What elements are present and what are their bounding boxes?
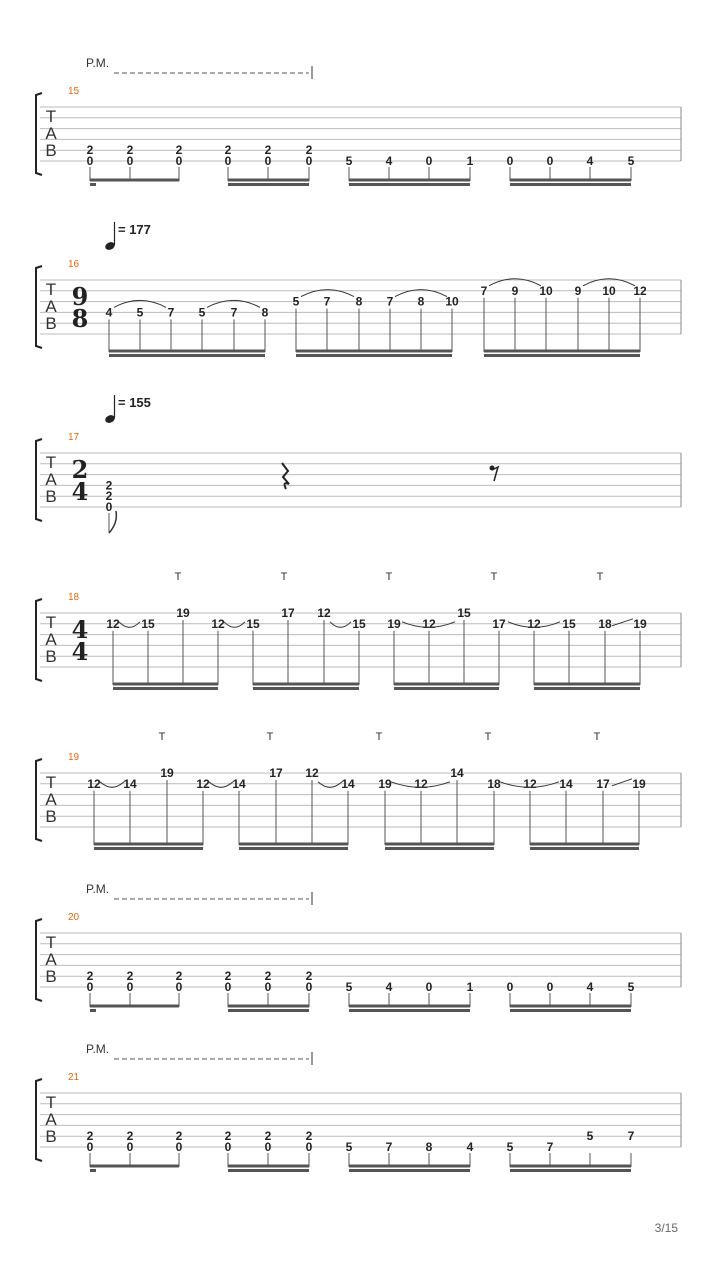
fret-number: 0 [224,154,232,168]
fret-number: 8 [261,305,269,320]
staff-system-measure-16 [36,222,681,356]
fret-number: 2 [305,1129,313,1144]
fret-number: 12 [523,776,537,791]
fret-number: 19 [378,776,392,791]
page-number: 3/15 [654,1221,678,1235]
fret-number: 14 [450,766,464,780]
fret-number: 12 [106,616,120,631]
fret-number: 12 [633,283,647,298]
fret-number: 0 [305,154,313,168]
fret-number: 4 [466,1140,474,1154]
fret-number: 10 [602,283,616,298]
system-bracket [36,599,42,681]
fret-number: 4 [586,980,594,994]
fret-number: 12 [305,766,319,780]
fret-number: 0 [224,980,232,994]
tab-clef-letter: B [45,314,57,333]
tab-clef-letter: A [45,470,57,489]
tab-clef-letter: A [45,630,57,649]
fret-number: 4 [385,980,393,994]
fret-number: 10 [445,294,459,309]
fret-number: 7 [480,283,488,298]
tab-clef-letter: B [45,141,57,160]
staff-system-measure-18 [36,571,681,689]
fret-number: 2 [86,1129,94,1144]
time-signature-denominator: 4 [71,637,89,666]
fret-number: 2 [126,1129,134,1144]
fret-number: 0 [86,980,94,994]
fret-number: 19 [633,616,647,631]
fret-number: 2 [175,1129,183,1144]
fret-number: 0 [175,154,183,168]
fret-number: 7 [627,1129,635,1144]
time-signature-numerator: 4 [71,615,89,644]
measure-number: 21 [68,1072,80,1083]
fret-number: 15 [562,616,576,631]
fret-number: 0 [546,980,554,994]
fret-number: 8 [355,294,363,309]
fret-number: 12 [211,616,225,631]
fret-number: 12 [196,776,210,791]
tap-marker: T [174,571,182,583]
time-signature-numerator: 9 [71,282,89,311]
fret-number: 0 [175,1140,183,1154]
fret-number: 2 [224,1129,232,1144]
hammer-on-arc [330,622,351,628]
fret-number: 19 [387,616,401,631]
tap-marker: T [484,731,492,743]
eighth-flag [109,511,116,533]
fret-number: 2 [264,1129,272,1144]
fret-number: 5 [345,154,353,168]
tab-clef-letter: B [45,647,57,666]
staff-system-measure-19 [36,731,681,849]
tab-clef-letter: B [45,807,57,826]
fret-number: 12 [422,616,436,631]
fret-number: 5 [292,294,300,309]
fret-number: 18 [487,776,501,791]
staff-system-measure-17 [36,395,681,533]
tab-clef-letter: B [45,967,57,986]
fret-number: 14 [559,776,573,791]
fret-number: 0 [506,980,514,994]
system-bracket [36,759,42,841]
tab-clef-letter: B [45,1127,57,1146]
staff-system-measure-21 [36,1042,681,1171]
measure-number: 15 [68,86,80,97]
fret-number: 0 [126,1140,134,1154]
fret-number: 15 [457,606,471,620]
fret-number: 2 [86,143,94,158]
tap-marker: T [280,571,288,583]
fret-number: 0 [86,154,94,168]
fret-number: 15 [246,616,260,631]
tab-clef-letter: T [45,453,57,472]
fret-number: 2 [126,969,134,984]
fret-number: 2 [86,969,94,984]
tempo-marking: = 155 [118,395,151,410]
fret-number: 0 [86,1140,94,1154]
tab-clef-letter: T [45,773,57,792]
fret-number: 0 [105,500,113,514]
fret-number: 15 [352,616,366,631]
fret-number: 14 [341,776,355,791]
staff-system-measure-20 [36,882,681,1011]
tab-clef-letter: T [45,933,57,952]
fret-number: 5 [627,154,635,168]
hammer-on-arc [209,782,233,788]
fret-number: 12 [414,776,428,791]
fret-number: 9 [574,283,582,298]
measure-number: 20 [68,912,80,923]
fret-number: 15 [141,616,155,631]
system-bracket [36,439,42,521]
fret-number: 7 [323,294,331,309]
hammer-on-arc [224,622,245,628]
eighth-rest-stroke [492,467,498,481]
tab-clef-letter: T [45,613,57,632]
fret-number: 19 [160,766,174,780]
fret-number: 17 [269,766,283,780]
fret-number: 0 [264,980,272,994]
fret-number: 1 [466,980,474,994]
tap-marker: T [385,571,393,583]
fret-number: 0 [305,1140,313,1154]
tab-clef-letter: A [45,950,57,969]
palm-mute-label: P.M. [86,882,110,896]
time-signature-numerator: 2 [71,455,89,484]
fret-number: 0 [425,154,433,168]
fret-number: 4 [586,154,594,168]
fret-number: 19 [632,776,646,791]
slide-line [612,619,633,626]
fret-number: 12 [527,616,541,631]
fret-number: 5 [586,1129,594,1144]
fret-number: 2 [264,143,272,158]
fret-number: 12 [87,776,101,791]
fret-number: 10 [539,283,553,298]
tab-clef-letter: T [45,107,57,126]
fret-number: 0 [264,1140,272,1154]
system-bracket [36,93,42,175]
tab-clef-letter: T [45,1093,57,1112]
staff-system-measure-15 [36,56,681,185]
fret-number: 14 [123,776,137,791]
fret-number: 2 [264,969,272,984]
tab-clef-letter: A [45,790,57,809]
fret-number: 2 [105,478,113,493]
fret-number: 0 [126,154,134,168]
fret-number: 9 [511,283,519,298]
fret-number: 2 [224,969,232,984]
fret-number: 0 [506,154,514,168]
tap-marker: T [266,731,274,743]
fret-number: 5 [506,1140,514,1154]
slide-line [612,779,632,786]
hammer-on-arc [318,782,342,788]
fret-number: 0 [546,154,554,168]
fret-number: 7 [385,1140,393,1154]
tab-clef-letter: B [45,487,57,506]
fret-number: 8 [417,294,425,309]
fret-number: 8 [425,1140,433,1154]
fret-number: 0 [224,1140,232,1154]
fret-number: 2 [126,143,134,158]
hammer-on-arc [100,782,124,788]
fret-number: 5 [627,980,635,994]
fret-number: 7 [546,1140,554,1154]
fret-number: 5 [198,305,206,320]
fret-number: 1 [466,154,474,168]
fret-number: 2 [175,969,183,984]
fret-number: 5 [136,305,144,320]
fret-number: 7 [386,294,394,309]
tap-marker: T [158,731,166,743]
tap-marker: T [596,571,604,583]
tab-clef-letter: T [45,280,57,299]
fret-number: 2 [305,143,313,158]
system-bracket [36,919,42,1001]
fret-number: 2 [105,489,113,504]
measure-number: 17 [68,432,80,443]
fret-number: 12 [317,606,331,620]
tap-marker: T [490,571,498,583]
fret-number: 5 [345,980,353,994]
fret-number: 7 [167,305,175,320]
tempo-marking: = 177 [118,222,151,237]
fret-number: 17 [492,616,506,631]
fret-number: 0 [425,980,433,994]
fret-number: 17 [281,606,295,620]
system-bracket [36,266,42,348]
time-signature-denominator: 8 [71,304,89,333]
fret-number: 4 [105,305,113,320]
tab-clef-letter: A [45,124,57,143]
hammer-on-arc [119,622,140,628]
system-bracket [36,1079,42,1161]
fret-number: 7 [230,305,238,320]
palm-mute-label: P.M. [86,56,110,70]
fret-number: 19 [176,606,190,620]
fret-number: 4 [385,154,393,168]
fret-number: 18 [598,616,612,631]
fret-number: 14 [232,776,246,791]
fret-number: 2 [175,143,183,158]
tap-marker: T [593,731,601,743]
fret-number: 0 [264,154,272,168]
palm-mute-label: P.M. [86,1042,110,1056]
fret-number: 0 [126,980,134,994]
fret-number: 2 [305,969,313,984]
fret-number: 2 [224,143,232,158]
measure-number: 19 [68,752,80,763]
time-signature-denominator: 4 [71,477,89,506]
measure-number: 16 [68,259,80,270]
fret-number: 0 [305,980,313,994]
fret-number: 5 [345,1140,353,1154]
measure-number: 18 [68,592,80,603]
tab-clef-letter: A [45,297,57,316]
tab-clef-letter: A [45,1110,57,1129]
fret-number: 17 [596,776,610,791]
tap-marker: T [375,731,383,743]
fret-number: 0 [175,980,183,994]
